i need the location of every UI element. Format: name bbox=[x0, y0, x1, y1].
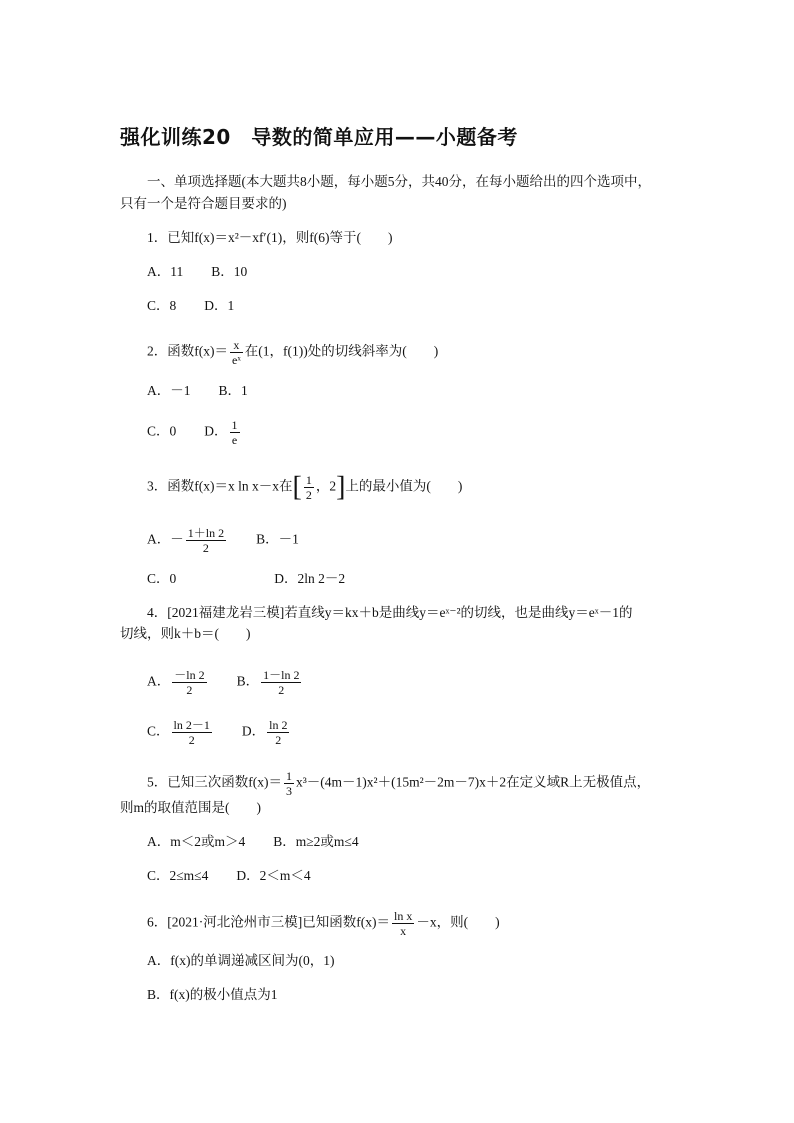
section-instruction-line1: 一、单项选择题(本大题共8小题，每小题5分，共40分，在每小题给出的四个选项中， bbox=[147, 174, 651, 189]
page-title: 强化训练20 导数的简单应用——小题备考 bbox=[120, 125, 518, 149]
q3-option-b: B．－1 bbox=[256, 531, 299, 547]
q2-option-d-fraction: $\frac{1}{e}$ bbox=[231, 418, 238, 447]
q3-option-a-fraction: $\frac{1+\ln 2}{2}$ bbox=[187, 526, 225, 555]
question-3-options-row1 bbox=[147, 526, 299, 555]
q4-option-b-fraction: $\frac{1-\ln 2}{2}$ bbox=[263, 668, 300, 697]
q5-option-c: C．2≤m≤4 bbox=[147, 868, 209, 883]
q1-option-b: B．10 bbox=[211, 264, 248, 279]
q5-option-a: A．m＜2或m＞4 bbox=[147, 834, 246, 849]
q6-stem-fraction: $\frac{\text{ln x}}{x}$ bbox=[393, 909, 413, 938]
question-1-stem: 1．已知f(x)＝x²－xf′(1)，则f(6)等于( ) bbox=[147, 230, 393, 245]
question-3-options-row2 bbox=[147, 570, 345, 588]
question-5-options-row1 bbox=[147, 833, 359, 851]
q1-option-d: D．1 bbox=[204, 298, 235, 313]
question-6-stem: 6．[2021·河北沧州市三模]已知函数f(x)＝ $\frac{\text{ln x}}{x}$ －x，则( ) bbox=[147, 909, 500, 938]
question-4-stem-line2: 切线，则k＋b＝( ) bbox=[120, 626, 251, 641]
question-2-stem: 2．函数f(x)＝ $\frac{x}{\text{eˣ}}$ 在(1，f(1))处的切线斜率为( ) bbox=[147, 338, 439, 367]
q6-option-a: A．f(x)的单调递减区间为(0，1) bbox=[147, 953, 335, 968]
q3-interval-fraction: $\frac{1}{2}$ bbox=[305, 473, 312, 502]
q4-option-b: B． bbox=[236, 673, 260, 689]
q2-option-d: D． bbox=[204, 423, 228, 439]
q3-option-a: A．－ bbox=[147, 531, 184, 547]
question-5-stem-line1: 5．已知三次函数f(x)＝ $\frac{1}{3}$ x³－(4m－1)x²＋(15m²－2m－7)x＋2在定义域R上无极值点， bbox=[147, 769, 651, 798]
right-bracket-icon: ] bbox=[336, 471, 346, 503]
q2-option-c: C．0 bbox=[147, 423, 177, 439]
q3-option-d: D．2ln 2－2 bbox=[274, 571, 346, 586]
q4-option-c-fraction: $\frac{\ln 2-1}{2}$ bbox=[173, 718, 210, 747]
section-instruction-line2: 只有一个是符合题目要求的) bbox=[120, 196, 287, 211]
question-4-options-row2 bbox=[147, 718, 291, 747]
q1-option-a: A．11 bbox=[147, 264, 184, 279]
question-5-stem-line2: 则m的取值范围是( ) bbox=[120, 800, 261, 815]
q2-stem-fraction: $\frac{x}{\text{eˣ}}$ bbox=[232, 338, 241, 367]
question-4-options-row1 bbox=[147, 668, 303, 697]
q2-option-b: B．1 bbox=[218, 383, 248, 398]
q5-option-b: B．m≥2或m≤4 bbox=[273, 834, 359, 849]
q4-option-d: D． bbox=[241, 723, 266, 739]
q4-option-a-fraction: $\frac{-\ln 2}{2}$ bbox=[174, 668, 205, 697]
q4-option-c: C． bbox=[147, 723, 170, 739]
question-2-options-row1 bbox=[147, 382, 248, 400]
q4-option-a: A． bbox=[147, 673, 171, 689]
q2-option-a: A．－1 bbox=[147, 383, 191, 398]
question-1-options-row1 bbox=[147, 263, 247, 281]
q3-option-c: C．0 bbox=[147, 571, 177, 586]
q5-option-d: D．2＜m＜4 bbox=[236, 868, 311, 883]
q6-option-b: B．f(x)的极小值点为1 bbox=[147, 987, 278, 1002]
question-4-stem-line1: 4．[2021福建龙岩三模]若直线y＝kx＋b是曲线y＝eˣ⁻²的切线，也是曲线y＝eˣ－1的 bbox=[147, 605, 633, 620]
q4-option-d-fraction: $\frac{\ln 2}{2}$ bbox=[269, 718, 288, 747]
left-bracket-icon: [ bbox=[292, 471, 302, 503]
question-2-options-row2 bbox=[147, 418, 242, 447]
question-1-options-row2 bbox=[147, 297, 234, 315]
question-3-stem: 3．函数f(x)＝x ln x－x在[ $\frac{1}{2}$ ，2]上的最小值为( ) bbox=[147, 471, 463, 503]
q1-option-c: C．8 bbox=[147, 298, 177, 313]
q5-stem-fraction: $\frac{1}{3}$ bbox=[286, 769, 292, 798]
question-5-options-row2 bbox=[147, 867, 311, 885]
